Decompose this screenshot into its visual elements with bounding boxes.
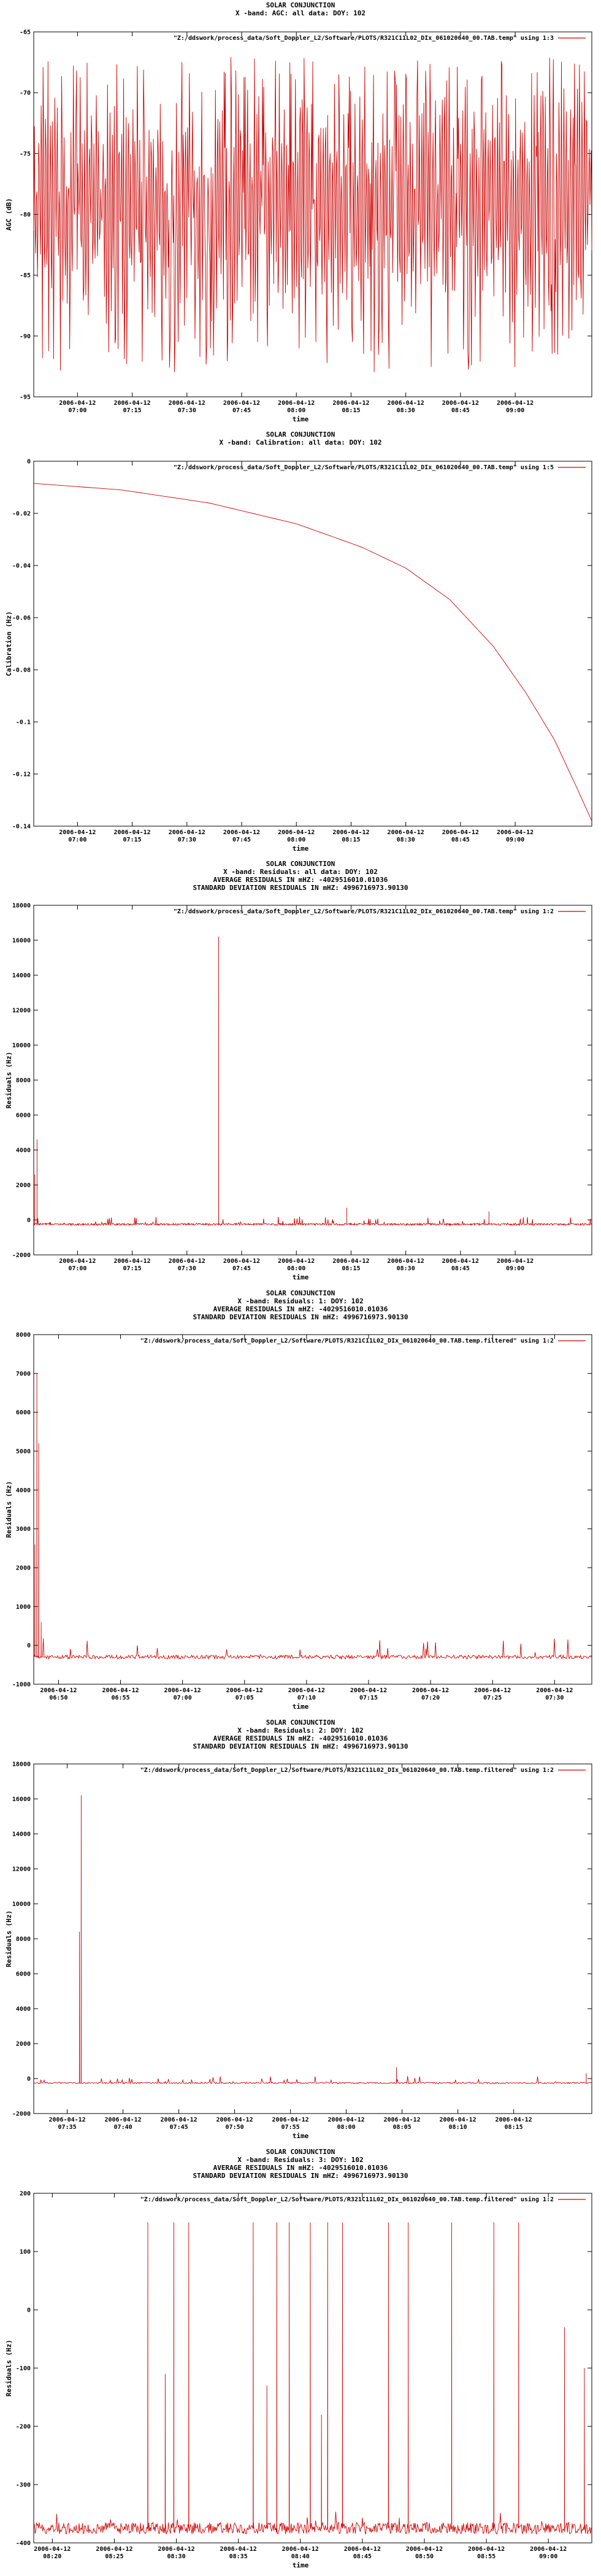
series-line	[34, 57, 592, 372]
y-tick-label: 1000	[15, 1603, 31, 1611]
chart-title-line: SOLAR CONJUNCTION	[266, 860, 335, 868]
plot-frame	[34, 1764, 592, 2114]
x-tick-time: 07:00	[68, 407, 87, 414]
y-tick-label: 0	[26, 458, 31, 466]
x-tick-time: 08:45	[353, 2553, 372, 2560]
x-tick-time: 08:15	[342, 837, 361, 843]
x-tick-time: 08:05	[392, 2124, 412, 2131]
x-tick-time: 08:30	[396, 1265, 415, 1272]
chart-title-line: SOLAR CONJUNCTION	[266, 431, 335, 439]
x-tick-time: 07:15	[123, 837, 142, 843]
x-tick-date: 2006-04-12	[496, 829, 534, 836]
y-tick-label: 18000	[12, 1761, 31, 1768]
x-tick-date: 2006-04-12	[113, 829, 151, 836]
x-axis-label: time	[292, 2132, 309, 2140]
y-tick-label: 14000	[12, 1831, 31, 1838]
chart-title-line: X -band: Residuals: 3: DOY: 102	[237, 2156, 364, 2164]
y-tick-label: 6000	[15, 1409, 31, 1417]
x-tick-time: 07:30	[177, 1265, 196, 1272]
y-tick-label: -65	[19, 29, 31, 36]
x-tick-date: 2006-04-12	[216, 2117, 253, 2123]
y-tick-label: -0.04	[12, 562, 31, 570]
legend-label: "Z:/ddswork/process_data/Soft_Doppler_L2/Software/PLOTS/R321C11L02_DIx_061020640_00.TAB.temp" using 1:3	[173, 35, 554, 42]
chart-4	[5, 1289, 592, 1711]
x-tick-time: 08:20	[43, 2553, 62, 2560]
chart-title-line: SOLAR CONJUNCTION	[266, 1, 335, 9]
x-tick-time: 07:05	[235, 1695, 254, 1701]
x-tick-time: 07:10	[297, 1695, 316, 1701]
x-tick-date: 2006-04-12	[168, 829, 205, 836]
x-tick-time: 09:00	[506, 837, 525, 843]
x-tick-date: 2006-04-12	[442, 400, 479, 407]
chart-title-line: AVERAGE RESIDUALS IN mHZ: -4029516010.01036	[213, 1305, 388, 1313]
x-tick-date: 2006-04-12	[439, 2117, 477, 2123]
y-tick-label: 200	[19, 2190, 31, 2198]
y-tick-label: 10000	[12, 1042, 31, 1049]
y-tick-label: 0	[26, 2307, 31, 2314]
plot-frame	[34, 461, 592, 826]
y-tick-label: 6000	[15, 1971, 31, 1978]
y-tick-label: -85	[19, 272, 31, 280]
y-tick-label: -1000	[12, 1681, 31, 1689]
y-tick-label: -400	[15, 2540, 31, 2547]
y-tick-label: 5000	[15, 1448, 31, 1455]
chart-title-line: STANDARD DEVIATION RESIDUALS IN mHZ: 4996716973.90130	[193, 1313, 408, 1321]
y-tick-label: -2000	[12, 2110, 31, 2118]
chart-title-line: X -band: Residuals: 1: DOY: 102	[237, 1297, 364, 1305]
x-axis-label: time	[292, 1273, 309, 1281]
x-tick-date: 2006-04-12	[40, 1687, 77, 1694]
y-tick-label: -0.14	[12, 823, 31, 830]
x-tick-time: 07:00	[68, 837, 87, 843]
y-tick-label: 100	[19, 2248, 31, 2256]
y-axis-label: Calibration (Hz)	[5, 611, 13, 677]
legend-label: "Z:/ddswork/process_data/Soft_Doppler_L2/Software/PLOTS/R321C11L02_DIx_061020640_00.TAB.temp" using 1:2	[173, 908, 554, 915]
x-tick-date: 2006-04-12	[59, 400, 96, 407]
x-tick-time: 08:15	[504, 2124, 523, 2131]
x-tick-date: 2006-04-12	[350, 1687, 388, 1694]
x-tick-date: 2006-04-12	[288, 1687, 325, 1694]
x-tick-date: 2006-04-12	[281, 2546, 319, 2553]
x-tick-time: 07:30	[177, 837, 196, 843]
x-tick-date: 2006-04-12	[278, 829, 315, 836]
x-tick-time: 08:45	[451, 407, 470, 414]
y-tick-label: 6000	[15, 1112, 31, 1119]
x-tick-date: 2006-04-12	[495, 2117, 532, 2123]
y-tick-label: 3000	[15, 1526, 31, 1533]
chart-title-line: AVERAGE RESIDUALS IN mHZ: -4029516010.01036	[213, 876, 388, 884]
y-tick-label: 2000	[15, 1182, 31, 1189]
y-tick-label: 16000	[12, 937, 31, 945]
chart-title-line: STANDARD DEVIATION RESIDUALS IN mHZ: 4996716973.90130	[193, 1742, 408, 1750]
x-tick-date: 2006-04-12	[223, 1258, 261, 1265]
x-tick-time: 08:15	[342, 407, 361, 414]
x-tick-time: 06:55	[111, 1695, 130, 1701]
chart-title-line: AVERAGE RESIDUALS IN mHZ: -4029516010.01036	[213, 1735, 388, 1742]
y-tick-label: -2000	[12, 1252, 31, 1259]
y-tick-label: 2000	[15, 1565, 31, 1572]
y-axis-label: Residuals (Hz)	[5, 1051, 13, 1109]
y-axis-label: Residuals (Hz)	[5, 1910, 13, 1968]
x-tick-date: 2006-04-12	[332, 829, 370, 836]
x-tick-date: 2006-04-12	[442, 1258, 479, 1265]
y-tick-label: 8000	[15, 1936, 31, 1943]
x-tick-time: 07:40	[113, 2124, 132, 2131]
x-tick-date: 2006-04-12	[272, 2117, 309, 2123]
y-axis-label: Residuals (Hz)	[5, 1481, 13, 1538]
x-tick-date: 2006-04-12	[383, 2117, 421, 2123]
x-tick-date: 2006-04-12	[96, 2546, 133, 2553]
x-tick-time: 07:00	[68, 1265, 87, 1272]
x-tick-date: 2006-04-12	[223, 400, 261, 407]
x-tick-time: 08:35	[229, 2553, 248, 2560]
x-tick-time: 08:45	[451, 837, 470, 843]
y-tick-label: 12000	[12, 1866, 31, 1873]
x-tick-time: 08:30	[396, 407, 415, 414]
x-tick-date: 2006-04-12	[158, 2546, 195, 2553]
y-tick-label: -200	[15, 2423, 31, 2431]
x-tick-time: 07:45	[169, 2124, 188, 2131]
legend-label: "Z:/ddswork/process_data/Soft_Doppler_L2/Software/PLOTS/R321C11L02_DIx_061020640_00.TAB.temp.filtered" using 1:2	[140, 1338, 554, 1344]
y-tick-label: -0.08	[12, 667, 31, 674]
y-tick-label: -0.1	[15, 719, 31, 726]
x-tick-date: 2006-04-12	[168, 400, 205, 407]
y-tick-label: 14000	[12, 972, 31, 979]
series-line	[34, 937, 592, 1225]
x-tick-date: 2006-04-12	[168, 1258, 205, 1265]
chart-title-line: X -band: Residuals: 2: DOY: 102	[237, 1727, 364, 1735]
x-tick-date: 2006-04-12	[387, 829, 424, 836]
x-tick-time: 08:25	[105, 2553, 124, 2560]
y-tick-label: -70	[19, 90, 31, 97]
x-tick-time: 07:00	[173, 1695, 192, 1701]
x-tick-date: 2006-04-12	[442, 829, 479, 836]
legend-label: "Z:/ddswork/process_data/Soft_Doppler_L2/Software/PLOTS/R321C11L02_DIx_061020640_00.TAB.temp" using 1:5	[173, 464, 554, 471]
chart-2	[5, 431, 592, 853]
chart-5	[5, 1719, 592, 2140]
y-tick-label: 4000	[15, 2006, 31, 2013]
x-tick-date: 2006-04-12	[104, 2117, 142, 2123]
y-tick-label: 8000	[15, 1077, 31, 1084]
x-tick-time: 09:00	[506, 1265, 525, 1272]
y-axis-label: Residuals (Hz)	[5, 2339, 13, 2397]
x-tick-time: 07:25	[483, 1695, 502, 1701]
y-tick-label: 2000	[15, 2041, 31, 2048]
x-tick-date: 2006-04-12	[536, 1687, 573, 1694]
chart-title-line: SOLAR CONJUNCTION	[266, 1289, 335, 1297]
chart-3	[5, 860, 592, 1281]
x-tick-time: 09:00	[506, 407, 525, 414]
x-tick-time: 07:45	[232, 837, 251, 843]
x-tick-date: 2006-04-12	[113, 1258, 151, 1265]
x-tick-date: 2006-04-12	[160, 2117, 197, 2123]
x-tick-time: 07:45	[232, 1265, 251, 1272]
x-tick-time: 08:45	[451, 1265, 470, 1272]
x-tick-date: 2006-04-12	[327, 2117, 365, 2123]
x-tick-date: 2006-04-12	[278, 1258, 315, 1265]
x-tick-time: 07:55	[281, 2124, 300, 2131]
y-tick-label: 7000	[15, 1370, 31, 1378]
x-tick-time: 08:00	[287, 407, 306, 414]
x-tick-date: 2006-04-12	[332, 1258, 370, 1265]
x-tick-time: 08:30	[167, 2553, 186, 2560]
x-tick-date: 2006-04-12	[164, 1687, 201, 1694]
y-tick-label: -0.06	[12, 615, 31, 622]
x-tick-date: 2006-04-12	[474, 1687, 511, 1694]
x-tick-time: 08:30	[396, 837, 415, 843]
x-tick-date: 2006-04-12	[530, 2546, 567, 2553]
series-line	[34, 483, 592, 821]
y-tick-label: 4000	[15, 1487, 31, 1494]
chart-title-line: STANDARD DEVIATION RESIDUALS IN mHZ: 4996716973.90130	[193, 2172, 408, 2180]
chart-title-line: STANDARD DEVIATION RESIDUALS IN mHZ: 4996716973.90130	[193, 884, 408, 892]
x-tick-time: 08:40	[291, 2553, 310, 2560]
chart-title-line: SOLAR CONJUNCTION	[266, 1719, 335, 1727]
x-tick-time: 07:30	[545, 1695, 564, 1701]
x-tick-time: 08:15	[342, 1265, 361, 1272]
y-tick-label: 8000	[15, 1332, 31, 1339]
x-tick-time: 09:00	[539, 2553, 558, 2560]
x-tick-date: 2006-04-12	[412, 1687, 450, 1694]
y-tick-label: -95	[19, 394, 31, 401]
y-tick-label: -75	[19, 150, 31, 158]
y-tick-label: 4000	[15, 1147, 31, 1154]
chart-title-line: AVERAGE RESIDUALS IN mHZ: -4029516010.01036	[213, 2164, 388, 2172]
x-tick-time: 07:50	[225, 2124, 244, 2131]
y-tick-label: 18000	[12, 902, 31, 910]
plot-frame	[34, 1335, 592, 1684]
x-tick-time: 08:55	[477, 2553, 496, 2560]
x-tick-time: 07:35	[58, 2124, 77, 2131]
x-tick-date: 2006-04-12	[34, 2546, 71, 2553]
y-tick-label: 16000	[12, 1796, 31, 1803]
x-tick-date: 2006-04-12	[220, 2546, 257, 2553]
y-axis-label: AGC (dB)	[5, 198, 13, 231]
chart-title-line: X -band: Residuals: all data: DOY: 102	[223, 868, 378, 876]
x-axis-label: time	[292, 845, 309, 853]
y-tick-label: -300	[15, 2482, 31, 2489]
chart-title-line: X -band: Calibration: all data: DOY: 102	[219, 439, 382, 447]
x-tick-date: 2006-04-12	[387, 1258, 424, 1265]
y-tick-label: 0	[26, 2076, 31, 2083]
y-tick-label: 0	[26, 1217, 31, 1224]
x-tick-time: 08:00	[287, 837, 306, 843]
x-tick-date: 2006-04-12	[496, 400, 534, 407]
y-tick-label: -100	[15, 2365, 31, 2372]
plot-frame	[34, 2193, 592, 2543]
x-tick-date: 2006-04-12	[332, 400, 370, 407]
chart-title-line: SOLAR CONJUNCTION	[266, 2148, 335, 2156]
x-tick-date: 2006-04-12	[343, 2546, 381, 2553]
x-tick-date: 2006-04-12	[496, 1258, 534, 1265]
y-tick-label: 10000	[12, 1901, 31, 1908]
x-tick-time: 08:10	[448, 2124, 467, 2131]
x-tick-time: 08:00	[287, 1265, 306, 1272]
x-tick-date: 2006-04-12	[405, 2546, 443, 2553]
x-tick-date: 2006-04-12	[59, 829, 96, 836]
series-line	[34, 1373, 592, 1659]
x-tick-time: 07:15	[123, 407, 142, 414]
x-tick-time: 07:30	[177, 407, 196, 414]
x-tick-date: 2006-04-12	[48, 2117, 86, 2123]
chart-title-line: X -band: AGC: all data: DOY: 102	[235, 9, 366, 17]
x-tick-date: 2006-04-12	[223, 829, 261, 836]
y-tick-label: 12000	[12, 1007, 31, 1014]
x-tick-time: 07:20	[421, 1695, 440, 1701]
x-tick-time: 08:50	[415, 2553, 434, 2560]
series-line	[34, 1795, 592, 2083]
y-tick-label: -0.12	[12, 771, 31, 778]
x-tick-time: 08:00	[337, 2124, 356, 2131]
chart-6	[5, 2148, 592, 2569]
x-tick-date: 2006-04-12	[59, 1258, 96, 1265]
plot-frame	[34, 905, 592, 1255]
x-tick-time: 07:15	[359, 1695, 378, 1701]
x-tick-date: 2006-04-12	[113, 400, 151, 407]
x-tick-date: 2006-04-12	[278, 400, 315, 407]
x-tick-date: 2006-04-12	[387, 400, 424, 407]
chart-1	[5, 1, 592, 423]
series-line	[34, 2223, 592, 2534]
x-tick-date: 2006-04-12	[468, 2546, 505, 2553]
x-axis-label: time	[292, 415, 309, 423]
x-tick-date: 2006-04-12	[102, 1687, 139, 1694]
y-tick-label: -0.02	[12, 510, 31, 518]
x-tick-time: 07:15	[123, 1265, 142, 1272]
x-tick-time: 06:50	[49, 1695, 68, 1701]
y-tick-label: 0	[26, 1643, 31, 1650]
x-axis-label: time	[292, 2561, 309, 2569]
legend-label: "Z:/ddswork/process_data/Soft_Doppler_L2/Software/PLOTS/R321C11L02_DIx_061020640_00.TAB.temp.filtered" using 1:2	[140, 2196, 554, 2203]
legend-label: "Z:/ddswork/process_data/Soft_Doppler_L2/Software/PLOTS/R321C11L02_DIx_061020640_00.TAB.temp.filtered" using 1:2	[140, 1767, 554, 1774]
y-tick-label: -80	[19, 212, 31, 218]
x-tick-date: 2006-04-12	[226, 1687, 263, 1694]
x-tick-time: 07:45	[232, 407, 251, 414]
y-tick-label: -90	[19, 333, 31, 340]
x-axis-label: time	[292, 1703, 309, 1711]
